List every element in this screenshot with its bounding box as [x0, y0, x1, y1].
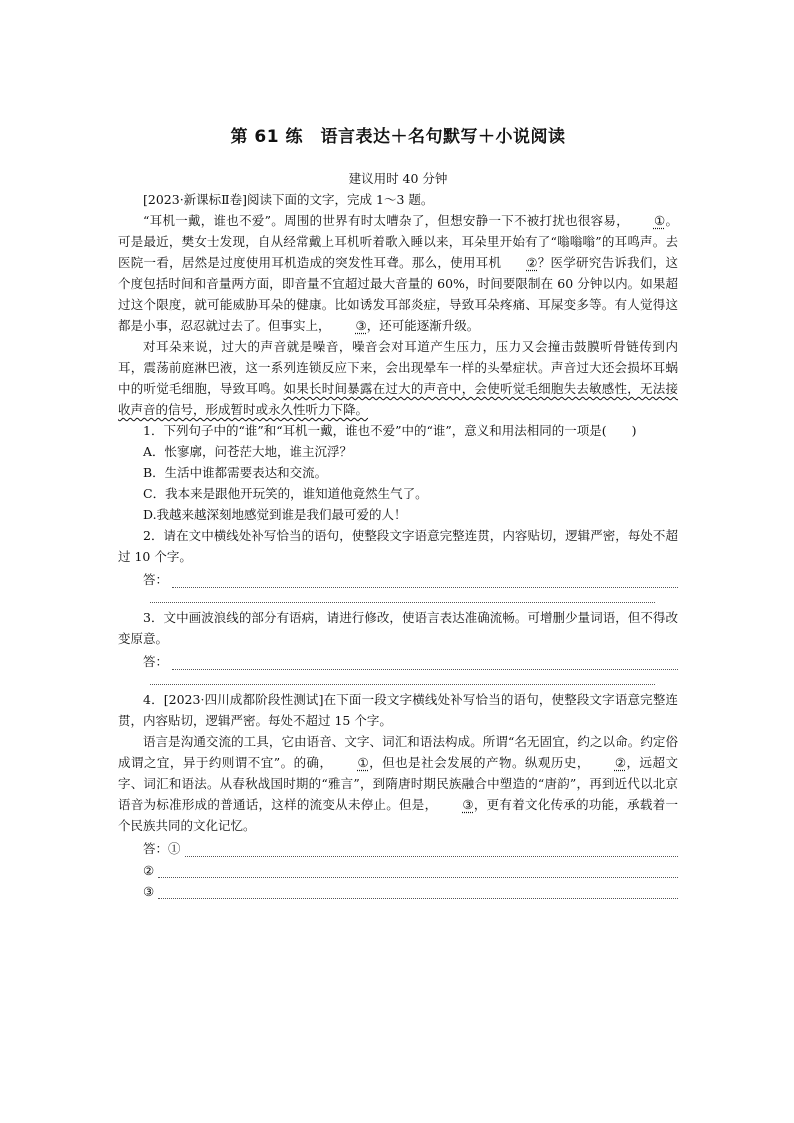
passage-paragraph-1: “耳机一戴，谁也不爱”。周围的世界有时太嘈杂了，但想安静一下不被打扰也很容易， ①。可是最近，樊女士发现，自从经常戴上耳机听着歌入睡以来，耳朵里开始有了“嗡嗡嗡”的耳鸣声。去医院一看，居然是过度使用耳机造成的突发性耳聋。那么，使用耳机 ②？医学研究告诉我们，这个度包括时间和音量两方面，即音量不宜超过最大音量的 60%，时间要限制在 60 分钟以内。如果超过这个限度，就可能威胁耳朵的健康。比如诱发耳部炎症，导致耳朵疼痛、耳屎变多等。有人觉得这都是小事，忍忍就过去了。但事实上， ③，还可能逐渐升级。 [118, 210, 678, 336]
page-title: 第 61 练 语言表达＋名句默写＋小说阅读 [230, 127, 566, 147]
blank-3: ③ [355, 318, 367, 333]
question-2-stem: 2．请在文中横线处补写恰当的语句，使整段文字语意完整连贯，内容贴切，逻辑严密，每处不超过 10 个字。 [118, 528, 678, 564]
wavy-underlined-sentence: 如果长时间暴露在过大的声音中，会使听觉毛细胞失去敏感性，无法接收声音的信号，形成暂时或永久性听力下降。 [118, 381, 678, 417]
option-a: A．怅寥廓，问苍茫大地，谁主沉浮？ [143, 444, 353, 459]
blank-2: ② [526, 255, 538, 270]
section-intro: [2023·新课标Ⅱ卷]阅读下面的文字，完成 1～3 题。 [143, 192, 434, 207]
page [118, 118, 678, 899]
answer-line-q2[interactable]: 答： [118, 567, 678, 588]
time-note: 建议用时 40 分钟 [348, 171, 448, 186]
passage-paragraph-2: 对耳朵来说，过大的声音就是噪音，噪音会对耳道产生压力，压力又会撞击鼓膜听骨链传到内耳，震荡前庭淋巴液，这一系列连锁反应下来，会出现晕车一样的头晕症状。声音过大还会损坏耳蜗中的听觉毛细胞，导致耳鸣。如果长时间暴露在过大的声音中，会使听觉毛细胞失去敏感性，无法接收声音的信号，形成暂时或永久性听力下降。 [118, 339, 678, 417]
question-4-stem: 4．[2023·四川成都阶段性测试]在下面一段文字横线处补写恰当的语句，使整段文字语意完整连贯，内容贴切，逻辑严密。每处不超过 15 个字。 [118, 692, 678, 728]
question-1-stem: 1．下列句子中的“谁”和“耳机一戴，谁也不爱”中的“谁”，意义和用法相同的一项是( ) [143, 423, 637, 438]
option-c: C．我本来是跟他开玩笑的，谁知道他竟然生气了。 [143, 486, 428, 501]
option-b: B．生活中谁都需要表达和交流。 [143, 465, 328, 480]
q4-blank-1: ① [357, 755, 369, 770]
answer-line-q3-extra[interactable] [150, 670, 655, 685]
answer-line-q4-2[interactable]: ② [118, 857, 678, 878]
answer-line-q4-1[interactable]: 答：① [118, 836, 678, 857]
answer-line-q2-extra[interactable] [150, 588, 655, 603]
q4-blank-3: ③ [462, 797, 474, 812]
blank-1: ① [653, 213, 666, 228]
answer-line-q3[interactable]: 答： [118, 649, 678, 670]
question-4-passage: 语言是沟通交流的工具，它由语音、文字、词汇和语法构成。所谓“名无固宜，约之以命。约定俗成谓之宜，异于约则谓不宜”。的确， ①，但也是社会发展的产物。纵观历史， ②，远超文字、词汇和语法。从春秋战国时期的“雅言”，到隋唐时期民族融合中塑造的“唐韵”，再到近代以北京语音为标准形成的普通话，这样的流变从未停止。但是， ③，更有着文化传承的功能，承载着一个民族共同的文化记忆。 [118, 734, 678, 833]
question-3-stem: 3．文中画波浪线的部分有语病，请进行修改，使语言表达准确流畅。可增删少量词语，但不得改变原意。 [118, 610, 678, 646]
answer-line-q4-3[interactable]: ③ [118, 878, 678, 899]
q4-blank-2: ② [614, 755, 627, 770]
option-d: D.我越来越深刻地感觉到谁是我们最可爱的人！ [143, 507, 407, 522]
